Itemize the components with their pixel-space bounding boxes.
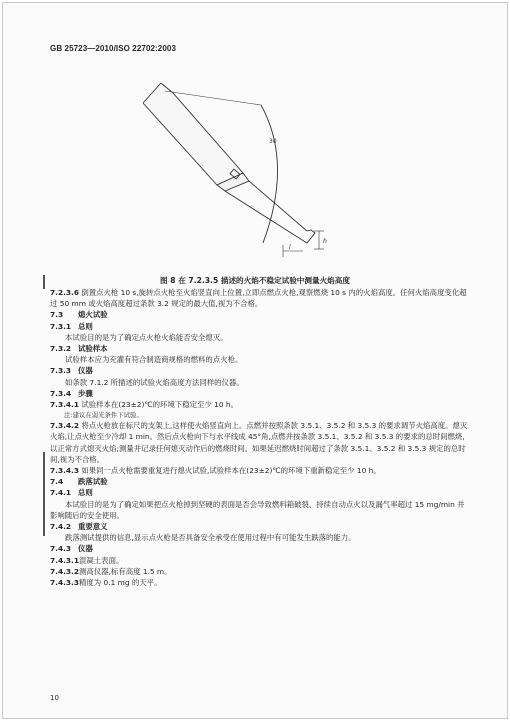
document-page [2, 2, 508, 719]
nozzle-tip [299, 230, 315, 243]
change-bar [43, 452, 45, 536]
h-label: h [323, 238, 327, 245]
heading-7-3-3: 7.3.3 仪器 [50, 366, 93, 376]
heading-7-3-2: 7.3.2 试验样本 [50, 344, 108, 354]
paragraph-7-3-1: 本试验目的是为了确定点火枪火焰能否安全熄灭。 [65, 332, 228, 342]
section-7-3-4-2: 7.3.4.2 将点火枪放在标尺的支架上,这样使火焰竖直向上。点燃并按照条款 3.5.1、3.5.2 和 3.5.3 的要求调节火焰高度。熄灭火焰,让点火枪至少冷却 1 min。然后点火枪向下与水平线成 45°角,点燃并按条款 3.5.1、3.5.2 和 3.5.3 的要求的总时间燃烧,以正常方式熄灭火焰;测量并记录任何熄灭动作后的燃烧时间。如果延迟燃烧时间超过了条款 3.5.1、3.5.2 和 3.5.3 规定的总时间,视为不合格。 [50, 421, 468, 464]
paragraph-7-3-2: 试验样本应为充灌有符合制造商规格的燃料的点火枪。 [65, 355, 243, 365]
paragraph-7-4-2: 跌落测试提供的信息,显示点火枪是否具备安全承受在使用过程中有可能发生跌落的能力。 [65, 533, 356, 543]
item-7-4-3-2: 7.4.3.2测高仪器,标有高度 1.5 m。 [50, 566, 172, 576]
change-bar [43, 275, 45, 289]
paragraph-7-3-3: 如条款 7.1.2 所描述的试验火焰高度方法同样的仪器。 [65, 377, 244, 387]
item-7-4-3-3: 7.4.3.3精度为 0.1 mg 的天平。 [50, 578, 162, 588]
heading-7-4-2: 7.4.2 重要意义 [50, 522, 108, 532]
heading-7-4-3: 7.4.3 仪器 [50, 544, 93, 554]
heading-7-4: 7.4 跌落试验 [50, 477, 108, 487]
lighter-body [143, 83, 243, 185]
standard-header: GB 25723—2010/ISO 22702:2003 [50, 44, 176, 53]
heading-7-3: 7.3 熄火试验 [50, 310, 108, 320]
heading-7-4-1: 7.4.1 总则 [50, 488, 93, 498]
note: 注:建议在弱光条件下试验。 [64, 411, 143, 420]
angle-label: 30 [269, 138, 277, 145]
heading-7-3-1: 7.3.1 总则 [50, 321, 93, 331]
paragraph-7-4-1: 本试验目的是为了确定如果把点火枪掉到坚硬的表面是否会导致燃料箱破裂、持续自动点火以及漏气率超过 15 mg/min 并影响随后的安全使用。 [50, 499, 465, 520]
nozzle-line-2 [249, 181, 307, 231]
l-label: l [289, 244, 291, 251]
item-7-4-3-1: 7.4.3.1混凝土表面。 [50, 555, 124, 565]
page-number: 10 [50, 694, 59, 702]
section-7-3-4-3: 7.3.4.3 如果同一点火枪需要重复进行熄火试验,试验样本在(23±2)℃的环境下重新稳定至少 10 h。 [50, 466, 381, 476]
lighter-figure [143, 83, 363, 273]
heading-7-3-4: 7.3.4 步骤 [50, 388, 93, 398]
section-7-2-3-6: 7.2.3.6 倒置点火枪 10 s,旋转点火枪至火焰竖直向上位置,立即点燃点火枪,观察燃烧 10 s 内的火焰高度。任何火焰高度变化超过 50 mm 或火焰高度超过条款 3.2 规定的最大值,视为不合格。 [50, 288, 467, 309]
section-7-3-4-1: 7.3.4.1 试验样本在(23±2)℃的环境下稳定至少 10 h。 [50, 400, 238, 410]
document-body [50, 287, 470, 588]
figure-caption: 图 8 在 7.2.3.5 描述的火焰不稳定试验中测量火焰高度 [160, 276, 350, 285]
